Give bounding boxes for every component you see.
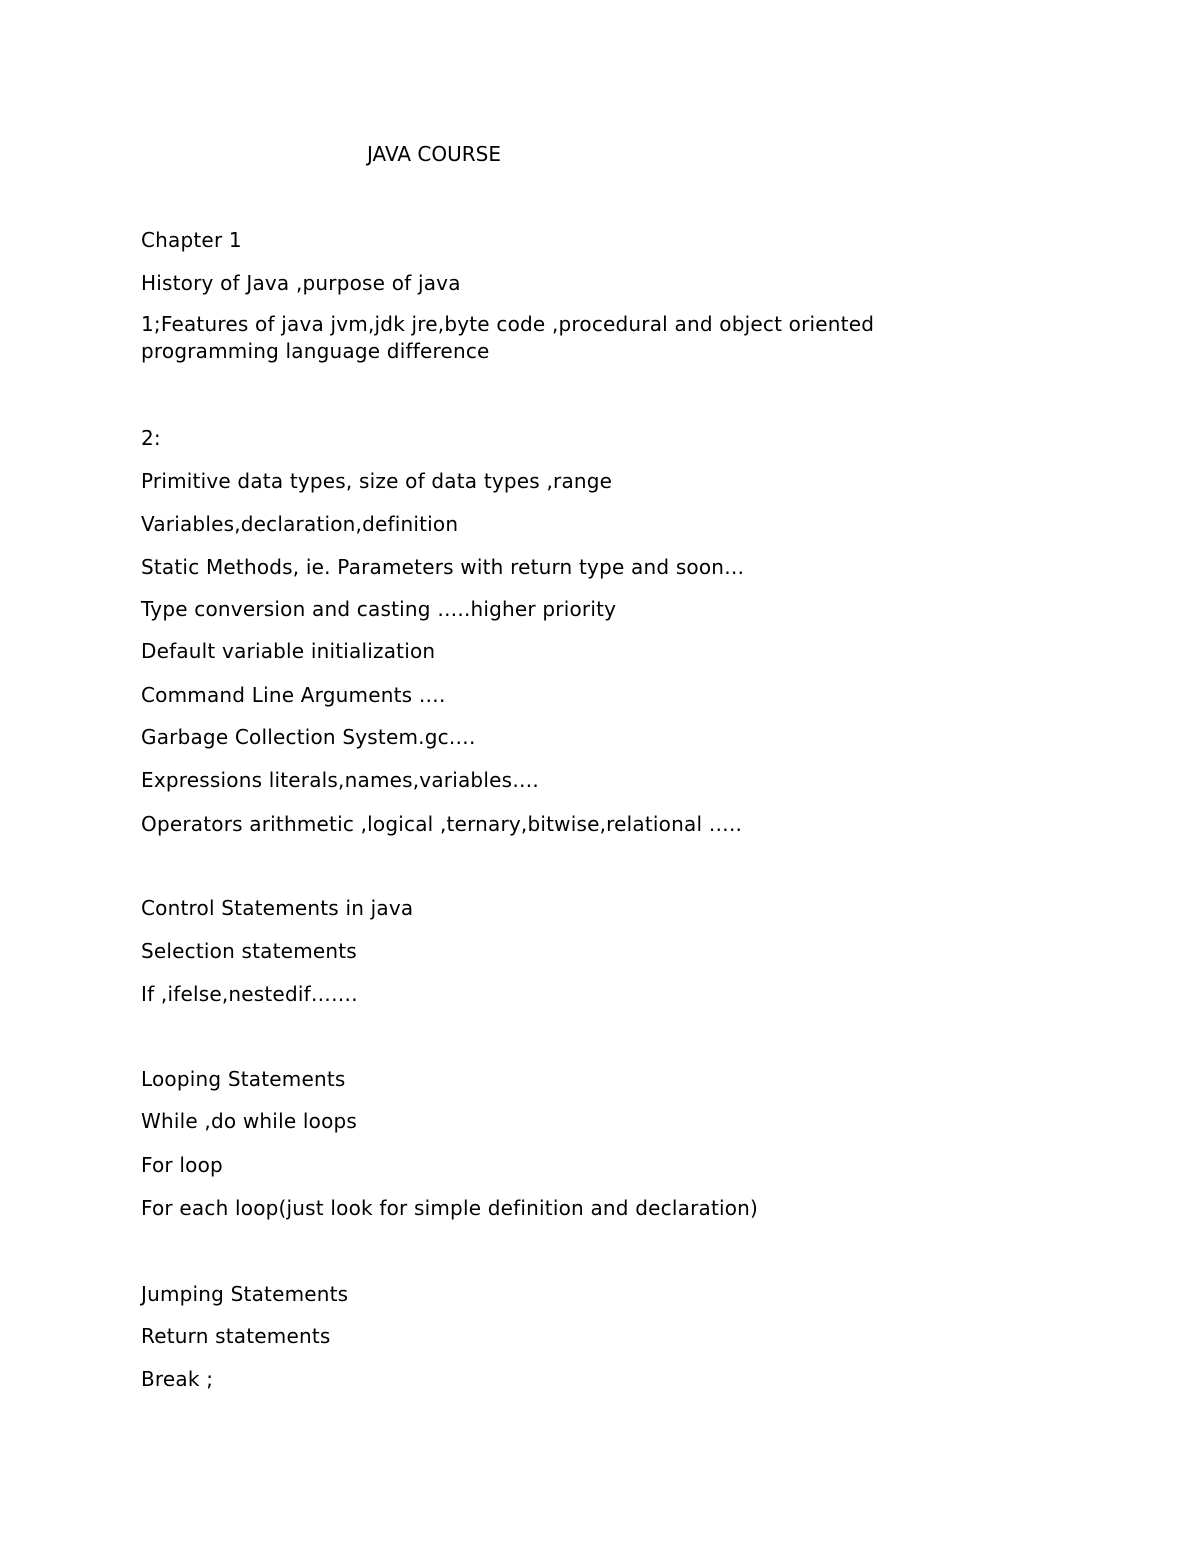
list-item: Primitive data types, size of data types ,range	[141, 469, 613, 493]
list-item: Static Methods, ie. Parameters with return type and soon…	[141, 555, 745, 579]
looping-heading: Looping Statements	[141, 1067, 346, 1091]
chapter-heading: Chapter 1	[141, 228, 242, 252]
list-item: Type conversion and casting …..higher priority	[141, 597, 617, 621]
control-heading: Control Statements in java	[141, 896, 414, 920]
list-item: While ,do while loops	[141, 1109, 358, 1133]
chapter-history-line: History of Java ,purpose of java	[141, 271, 461, 295]
list-item: Command Line Arguments ….	[141, 683, 446, 707]
list-item: For loop	[141, 1153, 223, 1177]
list-item: If ,ifelse,nestedif…….	[141, 982, 358, 1006]
list-item: Default variable initialization	[141, 639, 436, 663]
chapter-features-line: 1;Features of java jvm,jdk jre,byte code ,procedural and object oriented programming language difference	[141, 312, 875, 363]
section-2-heading: 2:	[141, 426, 161, 450]
selection-heading: Selection statements	[141, 939, 357, 963]
list-item: Return statements	[141, 1324, 331, 1348]
list-item: Variables,declaration,definition	[141, 512, 459, 536]
list-item: Garbage Collection System.gc….	[141, 725, 476, 749]
list-item: Break ;	[141, 1367, 214, 1391]
page-title: JAVA COURSE	[367, 142, 501, 166]
list-item: Expressions literals,names,variables….	[141, 768, 539, 792]
jumping-heading: Jumping Statements	[141, 1282, 349, 1306]
list-item: Operators arithmetic ,logical ,ternary,bitwise,relational …..	[141, 812, 743, 836]
list-item: For each loop(just look for simple definition and declaration)	[141, 1196, 759, 1220]
